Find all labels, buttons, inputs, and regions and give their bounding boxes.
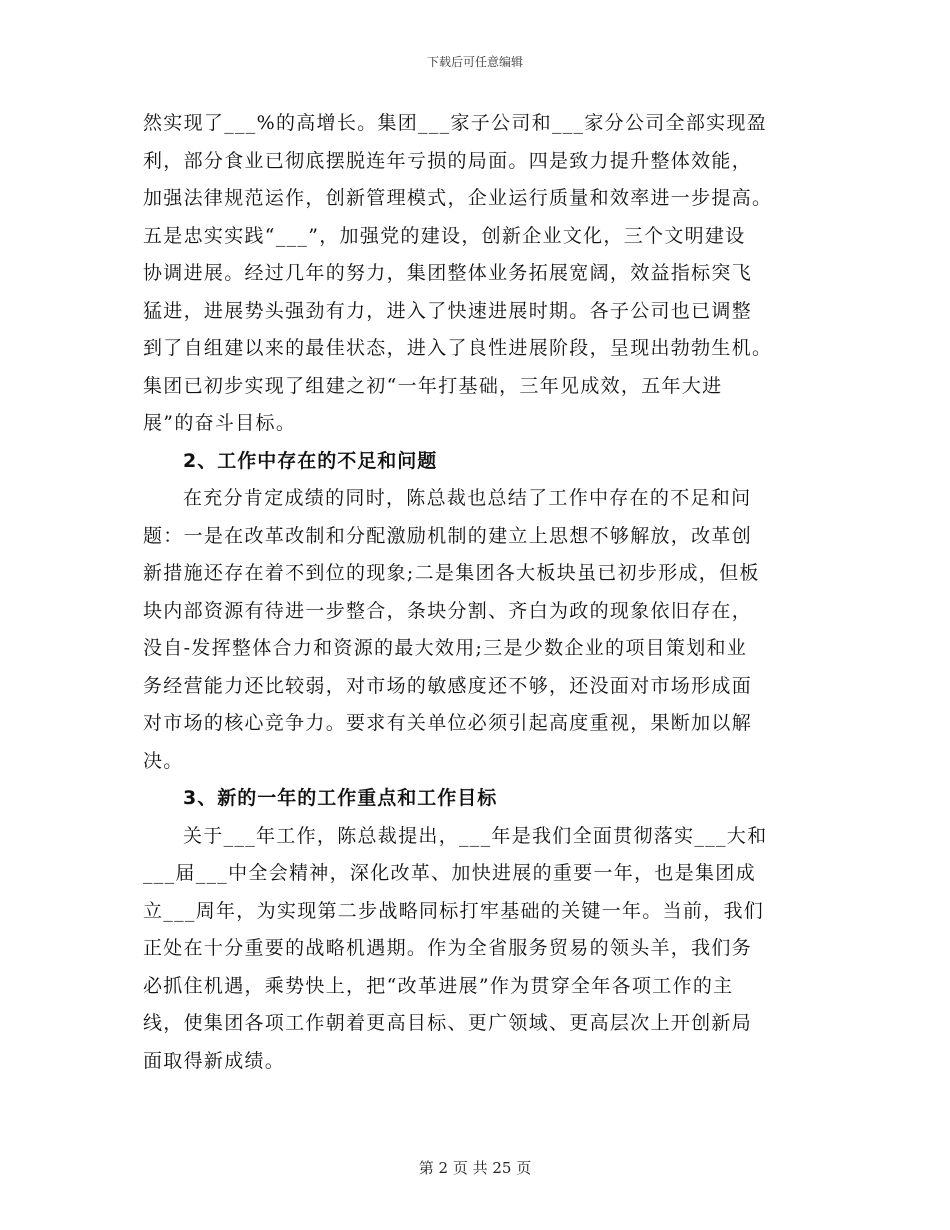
paragraph-line: 块内部资源有待进一步整合，条块分割、齐白为政的现象依旧存在，	[143, 599, 753, 622]
paragraph-line: 关于___年工作，陈总裁提出，___年是我们全面贯彻落实___大和	[183, 824, 768, 847]
paragraph-line: 必抓住机遇，乘势快上，把“改革进展”作为贯穿全年各项工作的主	[143, 974, 734, 997]
paragraph-line: 集团已初步实现了组建之初“一年打基础，三年见成效，五年大进	[143, 374, 723, 397]
paragraph-line: ___届___中全会精神，深化改革、加快进展的重要一年，也是集团成	[143, 862, 756, 884]
paragraph-line: 新措施还存在着不到位的现象;二是集团各大板块虽已初步形成，但板	[143, 562, 760, 584]
section-heading: 2、工作中存在的不足和问题	[183, 449, 438, 472]
document-body	[143, 105, 811, 1080]
page-footer: 第 2 页 共 25 页	[418, 1159, 532, 1177]
paragraph-line: 决。	[143, 749, 184, 772]
paragraph-line: 没自-发挥整体合力和资源的最大效用;三是少数企业的项目策划和业	[143, 637, 748, 659]
paragraph-line: 协调进展。经过几年的努力，集团整体业务拓展宽阔，效益指标突飞	[143, 262, 753, 284]
paragraph-line: 加强法律规范运作，创新管理模式，企业运行质量和效率进一步提高。	[143, 187, 773, 209]
paragraph-line: 务经营能力还比较弱，对市场的敏感度还不够，还没面对市场形成面	[143, 674, 753, 697]
paragraph-line: 到了自组建以来的最佳状态，进入了良性进展阶段，呈现出勃勃生机。	[143, 337, 773, 359]
page-header: 下载后可任意编辑	[426, 55, 523, 69]
paragraph-line: 立___周年，为实现第二步战略同标打牢基础的关键一年。当前，我们	[143, 899, 765, 922]
paragraph-line: 面取得新成绩。	[143, 1049, 286, 1072]
paragraph-line: 线，使集团各项工作朝着更高目标、更广领域、更高层次上开创新局	[143, 1012, 753, 1034]
paragraph-line: 对市场的核心竞争力。要求有关单位必须引起高度重视，果断加以解	[143, 712, 753, 734]
paragraph-line: 利，部分食业已彻底摆脱连年亏损的局面。四是致力提升整体效能，	[143, 149, 753, 172]
paragraph-line: 在充分肯定成绩的同时，陈总裁也总结了工作中存在的不足和问	[183, 487, 752, 509]
section-heading: 3、新的一年的工作重点和工作目标	[183, 787, 498, 809]
paragraph-line: 正处在十分重要的战略机遇期。作为全省服务贸易的领头羊，我们务	[143, 937, 753, 959]
paragraph-line: 然实现了___%的高增长。集团___家子公司和___家分公司全部实现盈	[143, 112, 768, 134]
paragraph-line: 猛进，进展势头强劲有力，进入了快速进展时期。各子公司也已调整	[143, 299, 753, 322]
paragraph-line: 五是忠实实践“___”，加强党的建设，创新企业文化，三个文明建设	[143, 224, 746, 247]
paragraph-line: 展”的奋斗目标。	[143, 412, 297, 434]
paragraph-line: 题：一是在改革改制和分配激励机制的建立上思想不够解放，改革创	[143, 524, 753, 547]
